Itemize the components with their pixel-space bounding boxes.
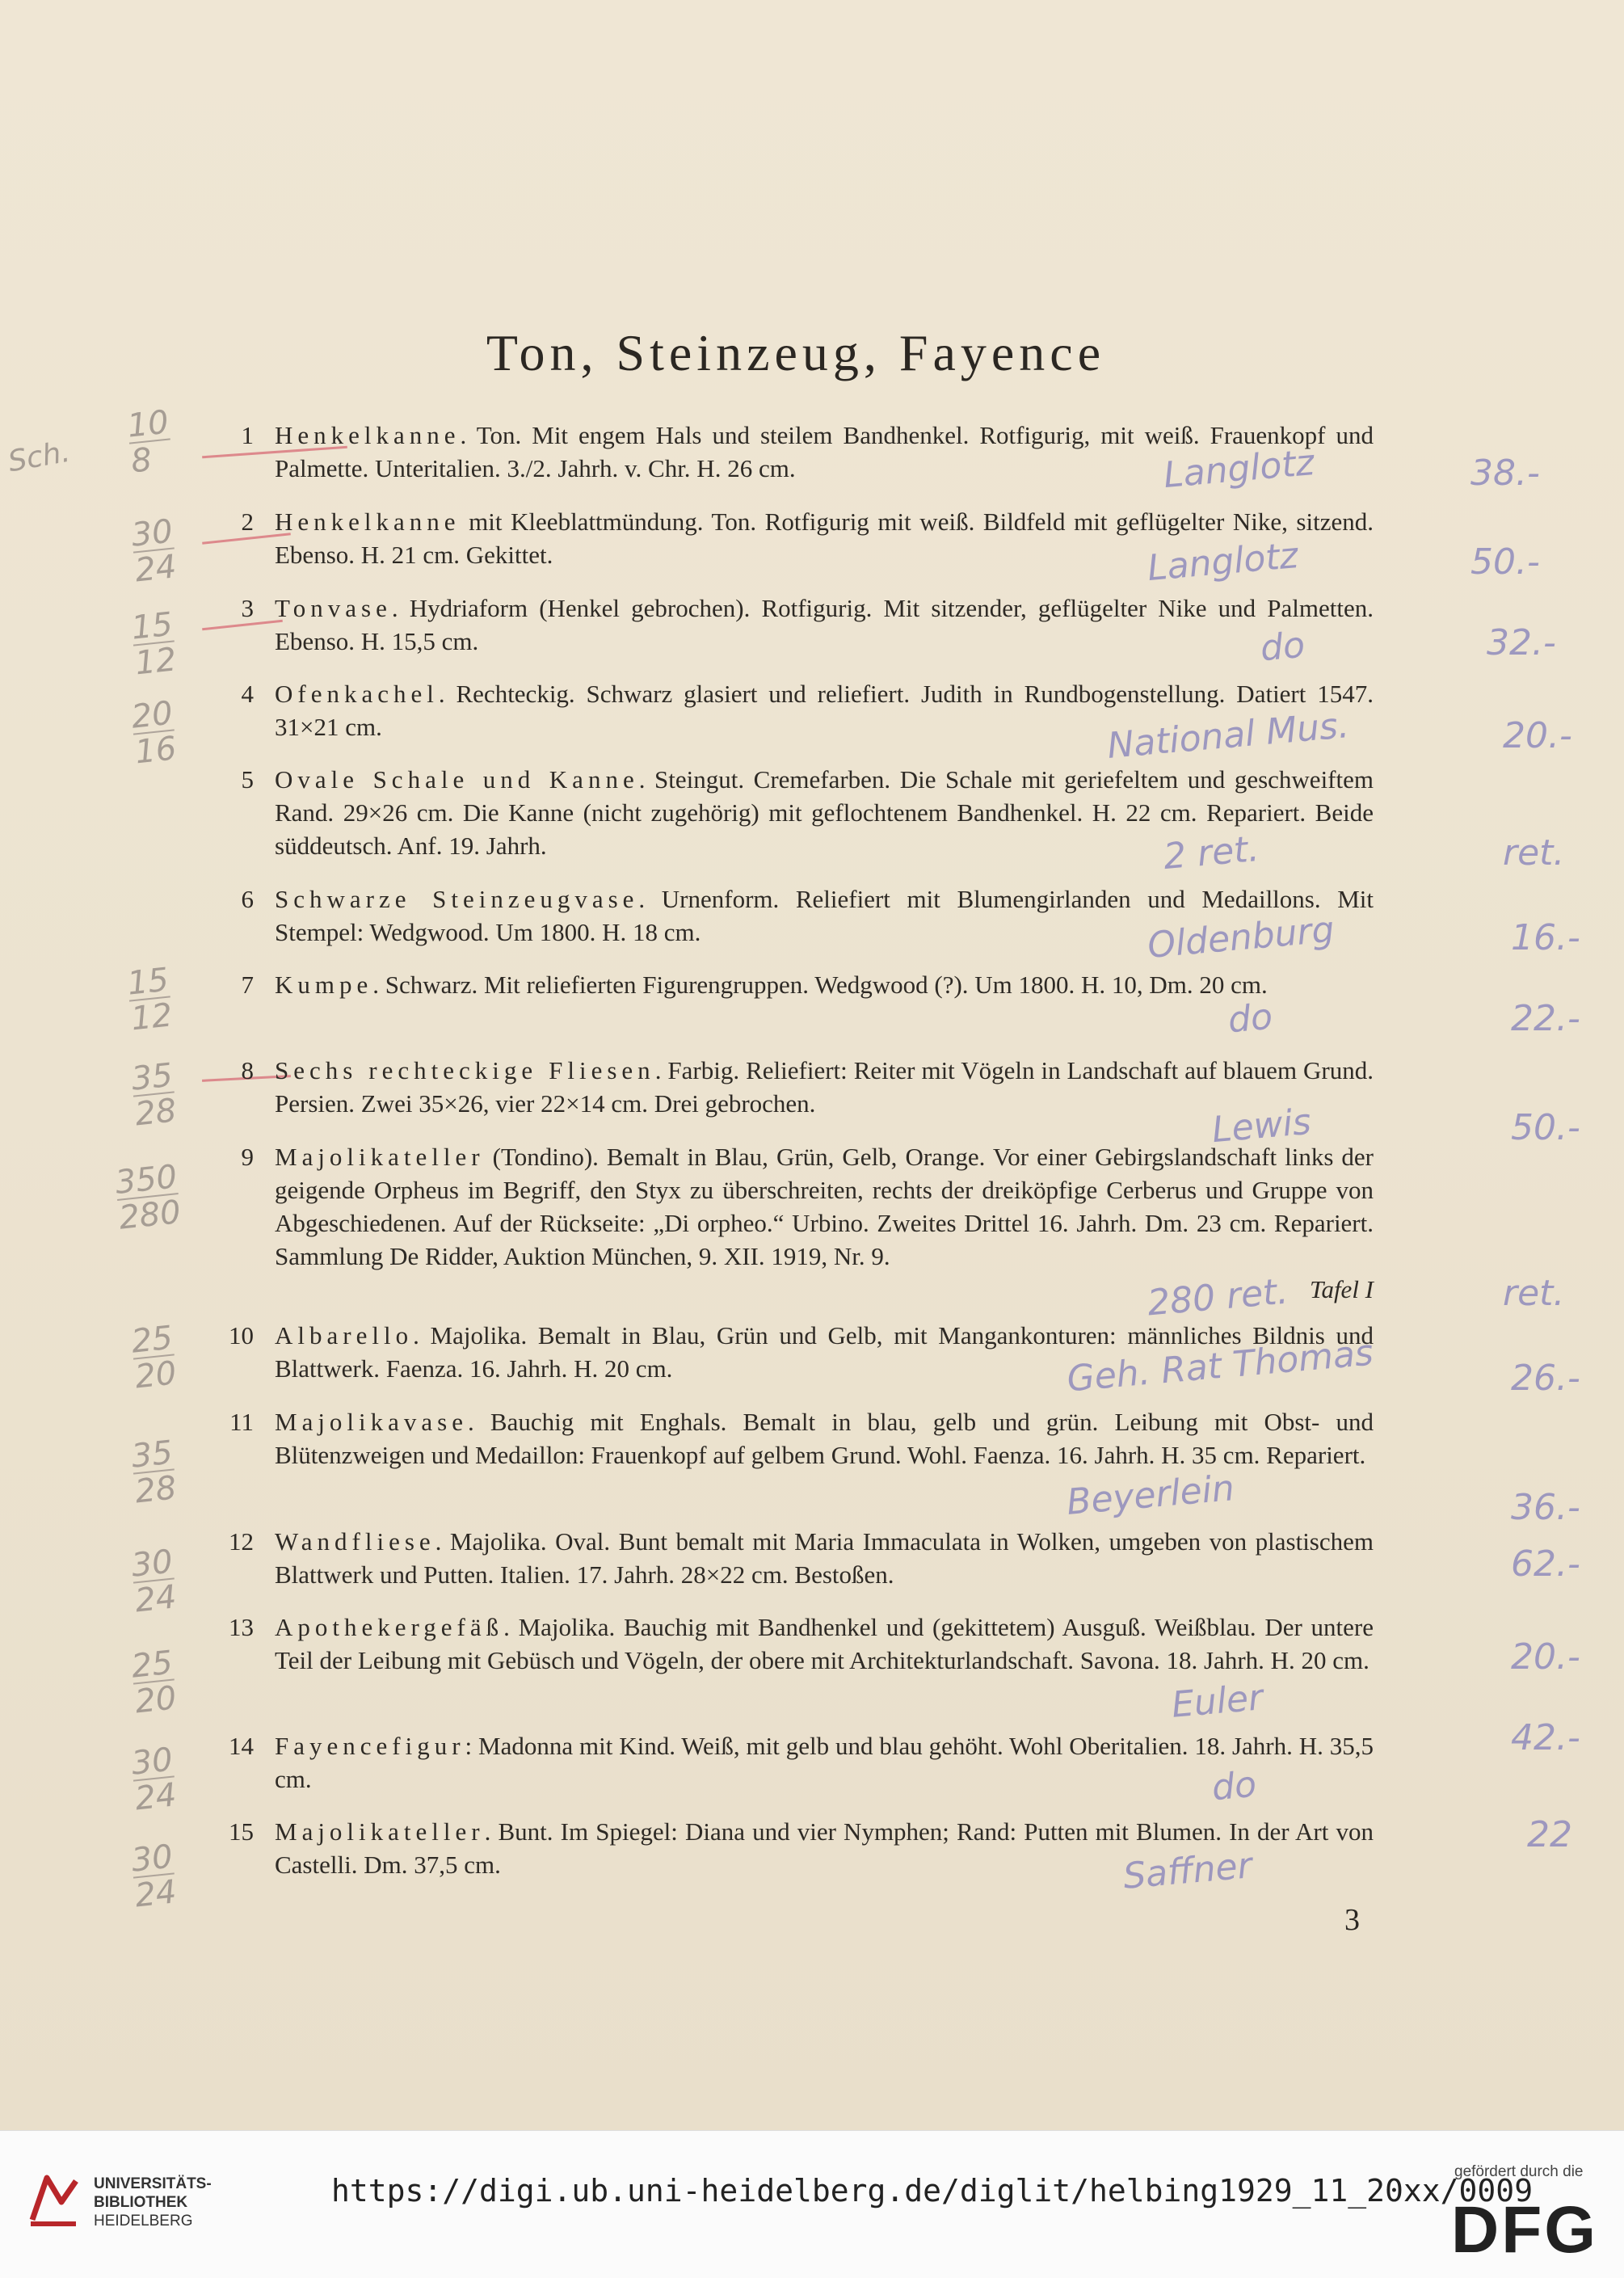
- entry-text: . Hydriaform (Henkel gebrochen). Rotfigurig. Mit sitzender, geflügelter Nike und Palmetten. Ebenso. H. 15,5 cm.: [275, 594, 1374, 655]
- entry-text: (Tondino). Bemalt in Blau, Grün, Gelb, Orange. Vor einer Gebirgslandschaft links der geigende Orpheus im Begriff, den Styx zu überschreiten, rechts der dreiköpfige Cerberus und Gruppe von Abgeschiedenen. Auf der Rückseite: „Di orpheo.“ Urbino. Zweites Drittel 16. Jahrh. Dm. 23 cm. Repariert. Sammlung De Ridder, Auktion München, 9. XII. 1919, Nr. 9.: [275, 1143, 1374, 1270]
- library-name: UNIVERSITÄTS- BIBLIOTHEK HEIDELBERG: [94, 2175, 212, 2230]
- entry-number: 12: [229, 1527, 254, 1556]
- entry-keyword: Henkelkanne: [275, 507, 461, 536]
- entry-text: . Farbig. Reliefiert: Reiter mit Vögeln in Landschaft auf blauem Grund. Persien. Zwei 35×26, vier 22×14 cm. Drei gebrochen.: [275, 1056, 1374, 1118]
- price-note: 32.-: [1487, 622, 1556, 663]
- entry-keyword: Fayencefigur: [275, 1732, 465, 1760]
- price-note: 50.-: [1470, 541, 1540, 583]
- pencil-price-note: 10 8: [126, 406, 174, 478]
- plate-reference: Tafel I: [1310, 1275, 1374, 1303]
- entry-number: 11: [229, 1408, 254, 1436]
- entry-text: . Steingut. Cremefarben. Die Schale mit geriefeltem und geschweiftem Rand. 29×26 cm. Die Kanne (nicht zugehörig) mit geflochtenem Bandhenkel. H. 22 cm. Repariert. Beide süddeutsch. Anf. 19. Jahrh.: [275, 765, 1374, 860]
- buyer-name: do: [1226, 996, 1274, 1042]
- price-note: 50.-: [1511, 1107, 1580, 1148]
- entry-keyword: Wandfliese: [275, 1527, 435, 1556]
- entry-number: 3: [241, 594, 254, 622]
- pencil-price-note: 30 24: [129, 1543, 179, 1620]
- footer-bar: [0, 2130, 1624, 2278]
- funder-caption: gefördert durch die: [1454, 2163, 1584, 2180]
- pencil-price-note: 35 28: [129, 1434, 179, 1511]
- library-logo-icon: [29, 2171, 84, 2228]
- entry-text: . Urnenform. Reliefiert mit Blumengirlanden und Medaillons. Mit Stempel: Wedgwood. Um 1800. H. 18 cm.: [275, 885, 1374, 946]
- price-note: 36.-: [1511, 1487, 1580, 1528]
- buyer-name: 2 ret.: [1162, 827, 1261, 878]
- price-note: 26.-: [1511, 1358, 1580, 1399]
- entry-number: 1: [241, 421, 254, 449]
- pencil-edge-note: Sch.: [6, 435, 73, 479]
- entry-number: 6: [241, 885, 254, 913]
- buyer-name: 280 ret.: [1146, 1270, 1290, 1324]
- pencil-price-note: 35 28: [129, 1056, 179, 1134]
- pencil-price-note: 30 24: [129, 1838, 179, 1915]
- price-note: ret.: [1503, 1273, 1565, 1314]
- buyer-name: National Mus.: [1105, 705, 1351, 767]
- permalink-url[interactable]: https://digi.ub.uni-heidelberg.de/diglit/helbing1929_11_20xx/0009: [331, 2173, 1534, 2209]
- entry-number: 4: [241, 680, 254, 708]
- entry-text: . Majolika. Oval. Bunt bemalt mit Maria Immaculata in Wolken, umgeben von plastischem Blattwerk und Putten. Italien. 17. Jahrh. 28×22 cm. Bestoßen.: [275, 1527, 1374, 1589]
- entry-text: . Bunt. Im Spiegel: Diana und vier Nymphen; Rand: Putten mit Blumen. In der Art von Castelli. Dm. 37,5 cm.: [275, 1817, 1374, 1879]
- price-note: 42.-: [1511, 1717, 1580, 1758]
- entry-keyword: Apothekergefäß: [275, 1613, 504, 1641]
- price-note: 62.-: [1511, 1543, 1580, 1585]
- buyer-name: Oldenburg: [1146, 909, 1336, 966]
- entry-number: 15: [229, 1817, 254, 1846]
- page-number: 3: [1344, 1903, 1360, 1937]
- entry-keyword: Albarello: [275, 1321, 414, 1350]
- entry-keyword: Majolikateller: [275, 1817, 485, 1846]
- pencil-price-note: 15 12: [129, 605, 179, 683]
- entry-text: . Ton. Mit engem Hals und steilem Bandhenkel. Rotfigurig, mit weiß. Frauenkopf und Palmette. Unteritalien. 3./2. Jahrh. v. Chr. H. 26 cm.: [275, 421, 1374, 482]
- pencil-price-note: 20 16: [129, 694, 179, 772]
- entry-text: . Majolika. Bauchig mit Bandhenkel und (gekittetem) Ausguß. Weißblau. Der untere Teil der Leibung mit Gebüsch und Vögeln, der obere mit Architekturlandschaft. Savona. 18. Jahrh. H. 20 cm.: [275, 1613, 1374, 1674]
- dfg-logo: DFG: [1451, 2193, 1599, 2267]
- entry-keyword: Ofenkachel: [275, 680, 439, 708]
- entry-text: . Majolika. Bemalt in Blau, Grün und Gelb, mit Mangankonturen: männliches Bildnis und Blattwerk. Faenza. 16. Jahrh. H. 20 cm.: [275, 1321, 1374, 1383]
- buyer-name: Saffner: [1121, 1845, 1254, 1897]
- buyer-name: Langlotz: [1162, 441, 1316, 497]
- entry-text: . Rechteckig. Schwarz glasiert und reliefiert. Judith in Rundbogenstellung. Datiert 1547. 31×21 cm.: [275, 680, 1374, 741]
- buyer-name: Beyerlein: [1065, 1467, 1236, 1523]
- buyer-name: Langlotz: [1146, 534, 1300, 590]
- buyer-name: Lewis: [1210, 1101, 1313, 1152]
- entry-number: 9: [241, 1143, 254, 1171]
- buyer-name: do: [1258, 624, 1306, 670]
- entry-keyword: Schwarze Steinzeugvase: [275, 885, 639, 913]
- entry-keyword: Tonvase: [275, 594, 392, 622]
- price-note: 22: [1527, 1814, 1572, 1855]
- entry-keyword: Ovale Schale und Kanne: [275, 765, 639, 794]
- buyer-name: Euler: [1169, 1677, 1265, 1726]
- entry-keyword: Majolikavase: [275, 1408, 469, 1436]
- price-note: 22.-: [1511, 998, 1580, 1039]
- price-note: 20.-: [1503, 715, 1572, 756]
- entry-number: 10: [229, 1321, 254, 1350]
- entry-keyword: Sechs rechteckige Fliesen: [275, 1056, 655, 1084]
- pencil-price-note: 350 280: [113, 1158, 183, 1237]
- price-note: 20.-: [1511, 1636, 1580, 1678]
- pencil-price-note: 25 20: [129, 1319, 179, 1396]
- entry-number: 14: [229, 1732, 254, 1760]
- buyer-name: do: [1210, 1763, 1258, 1809]
- pencil-price-note: 15 12: [125, 961, 175, 1038]
- entry-number: 5: [241, 765, 254, 794]
- entry-keyword: Kumpe: [275, 971, 373, 999]
- entry-text: : Madonna mit Kind. Weiß, mit gelb und blau gehöht. Wohl Oberitalien. 18. Jahrh. H. 35,5 cm.: [275, 1732, 1374, 1793]
- entry-keyword: Majolikateller: [275, 1143, 485, 1171]
- entry-text: . Bauchig mit Enghals. Bemalt in blau, gelb und grün. Leibung mit Obst- und Blütenzweigen und Medaillon: Frauenkopf auf gelbem Grund. Wohl. Faenza. 16. Jahrh. H. 35 cm. Repariert.: [275, 1408, 1374, 1469]
- entry-number: 2: [241, 507, 254, 536]
- entry-text: . Schwarz. Mit reliefierten Figurengruppen. Wedgwood (?). Um 1800. H. 10, Dm. 20 cm.: [372, 971, 1268, 999]
- entry-number: 13: [229, 1613, 254, 1641]
- entry-number: 7: [241, 971, 254, 999]
- price-note: ret.: [1503, 832, 1565, 874]
- entry-number: 8: [241, 1056, 254, 1084]
- page-title: Ton, Steinzeug, Fayence: [486, 324, 1106, 381]
- entry-text: mit Kleeblattmündung. Ton. Rotfigurig mit weiß. Bildfeld mit geflügelter Nike, sitzend. Ebenso. H. 21 cm. Gekittet.: [275, 507, 1374, 569]
- buyer-name: Geh. Rat Thomas: [1065, 1332, 1375, 1400]
- price-note: 38.-: [1470, 453, 1540, 494]
- pencil-price-note: 30 24: [129, 512, 179, 590]
- pencil-price-note: 25 20: [129, 1644, 179, 1721]
- price-note: 16.-: [1511, 917, 1580, 958]
- pencil-price-note: 30 24: [129, 1741, 179, 1818]
- entry-keyword: Henkelkanne: [275, 421, 461, 449]
